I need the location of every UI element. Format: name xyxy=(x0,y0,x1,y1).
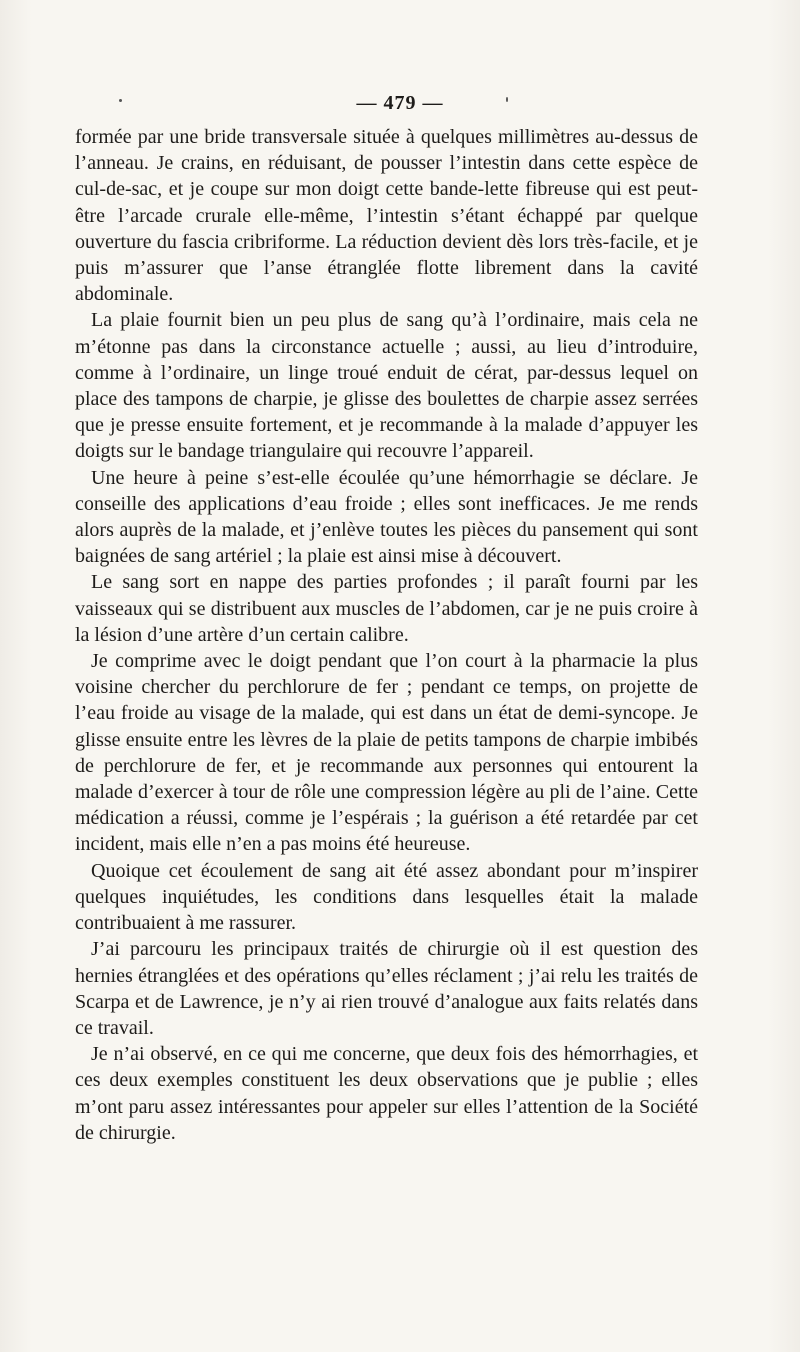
paragraph: Je n’ai observé, en ce qui me concerne, que deux fois des hémorrhagies, et ces deux exemples constituent les deux observations que je publie ; elles m’ont paru assez intéressantes pour appeler sur elles l’attention de la Société de chirurgie. xyxy=(75,1043,698,1144)
paragraph: Une heure à peine s’est-elle écoulée qu’une hémorrhagie se déclare. Je conseille des applications d’eau froide ; elles sont inefficaces. Je me rends alors auprès de la malade, et j’enlève toutes les pièces du pansement qui sont baignées de sang artériel ; la plaie est ainsi mise à découvert. xyxy=(75,466,698,568)
page-number: — 479 — xyxy=(356,92,444,114)
paragraph: formée par une bride transversale située à quelques millimètres au-dessus de l’anneau. Je crains, en réduisant, de pousser l’intestin dans cette espèce de cul-de-sac, et je coupe sur mon doigt cette bande-lette fibreuse qui est peut-être l’arcade crurale elle-même, l’intestin s’étant échappé par quelque ouverture du fascia cribriforme. La réduction devient dès lors très-facile, et je puis m’assurer que l’anse étranglée flotte librement dans la cavité abdominale. xyxy=(75,126,698,306)
paragraph: Quoique cet écoulement de sang ait été assez abondant pour m’inspirer quelques inquiétudes, les conditions dans lesquelles était la malade contribuaient à me rassurer. xyxy=(75,859,698,935)
paragraph: La plaie fournit bien un peu plus de sang qu’à l’ordinaire, mais cela ne m’étonne pas dans la circonstance actuelle ; aussi, au lieu d’introduire, comme à l’ordinaire, un linge troué enduit de cérat, par-dessus lequel on place des tampons de charpie, je glisse des boulettes de charpie assez serrées que je presse ensuite fortement, et je recommande à la malade d’appuyer les doigts sur le bandage triangulaire qui recouvre l’appareil. xyxy=(75,309,698,463)
paragraph: Le sang sort en nappe des parties profondes ; il paraît fourni par les vaisseaux qui se distribuent aux muscles de l’abdomen, car je ne puis croire à la lésion d’une artère d’un certain calibre. xyxy=(75,571,698,646)
paragraph: J’ai parcouru les principaux traités de chirurgie où il est question des hernies étranglées et des opérations qu’elles réclament ; j’ai relu les traités de Scarpa et de Lawrence, je n’y ai rien trouvé d’analogue aux faits relatés dans ce travail. xyxy=(75,938,698,1039)
body-text xyxy=(75,124,698,1146)
paragraph: Je comprime avec le doigt pendant que l’on court à la pharmacie la plus voisine chercher du perchlorure de fer ; pendant ce temps, on projette de l’eau froide au visage de la malade, qui est dans un état de demi-syncope. Je glisse ensuite entre les lèvres de la plaie de petits tampons de charpie imbibés de perchlorure de fer, et je recommande aux personnes qui entourent la malade d’exercer à tour de rôle une compression légère au pli de l’aine. Cette médication a réussi, comme je l’espérais ; la guérison a été retardée par cet incident, mais elle n’en a pas moins été heureuse. xyxy=(75,650,698,856)
